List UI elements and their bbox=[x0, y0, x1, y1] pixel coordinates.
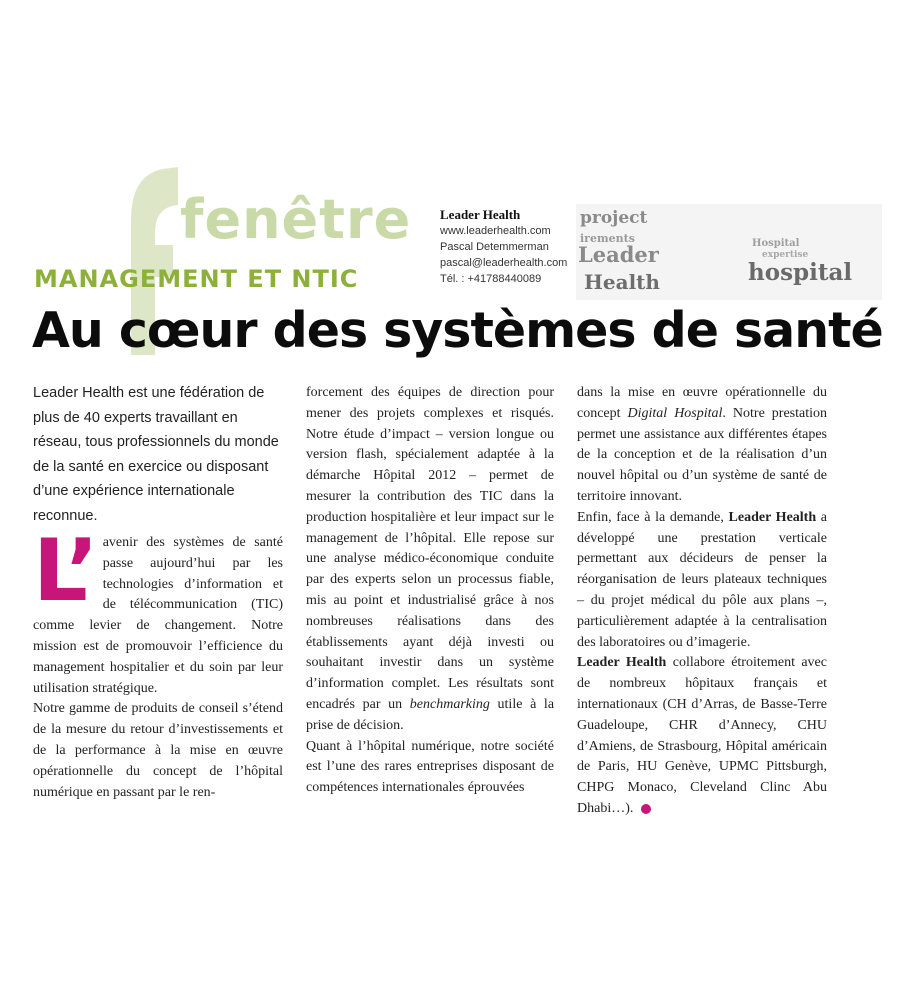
cloud-word: Leader bbox=[578, 242, 659, 267]
contact-org: Leader Health bbox=[440, 207, 521, 222]
cloud-word: hospital bbox=[748, 259, 853, 286]
paragraph bbox=[577, 383, 827, 508]
paragraph bbox=[577, 653, 827, 819]
cloud-word: irements bbox=[580, 232, 635, 245]
contact-email: pascal@leaderhealth.com bbox=[440, 257, 568, 269]
emphasis: benchmarking bbox=[409, 696, 490, 712]
cloud-word: expertise bbox=[762, 250, 809, 260]
contact-block bbox=[440, 207, 567, 287]
paragraph: Notre gamme de produits de conseil s’étend de la mesure du retour d’investissements et de la performance à la mise en œuvre opérationnelle du concept de l’hôpital numérique en passant par le ren- bbox=[33, 701, 283, 800]
drop-cap: L’ bbox=[33, 521, 97, 621]
paragraph bbox=[577, 508, 827, 654]
cloud-word: project bbox=[580, 208, 648, 228]
watermark-word: fenêtre bbox=[180, 188, 412, 251]
paragraph bbox=[306, 383, 554, 737]
paragraph: Quant à l’hôpital numérique, notre société est l’une des rares entreprises disposant de compétences internationales éprouvées bbox=[306, 738, 554, 796]
paragraph-text: collabore étroitement avec de nombreux hôpitaux français et internationaux (CH d’Arras, de Basse-Terre Guadeloupe, CHR d’Annecy, CHU d’Amiens, de Strasbourg, Hôpital américain de Paris, HU Genève, UPMC Pittsburgh, CHPG Monaco, Cleveland Clinc Abu Dhabi…). bbox=[577, 655, 827, 816]
contact-phone: Tél. : +41788440089 bbox=[440, 273, 542, 285]
paragraph bbox=[33, 521, 283, 699]
column-3 bbox=[577, 383, 827, 820]
emphasis: Digital Hospital bbox=[627, 405, 723, 421]
contact-person: Pascal Detemmerman bbox=[440, 241, 549, 253]
contact-website: www.leaderhealth.com bbox=[440, 225, 551, 237]
paragraph-text: a développé une prestation verticale permettant aux décideurs de penser la réorganisation de leurs plateaux techniques – du projet médical du pôle aux plans –, particulièrement adaptée à la centralisation des laboratoires ou d’imagerie. bbox=[577, 509, 827, 650]
org-name: Leader Health bbox=[577, 655, 667, 671]
org-name: Leader Health bbox=[728, 509, 817, 525]
cloud-word: Health bbox=[584, 270, 660, 294]
page-title: Au cœur des systèmes de santé bbox=[32, 302, 883, 359]
column-1 bbox=[33, 521, 283, 803]
paragraph-text: dans la mise en œuvre opérationnelle du concept bbox=[577, 385, 827, 421]
intro-paragraph: Leader Health est une fédération de plus de 40 experts travaillant en réseau, tous professionnels du monde de la santé en exercice ou disposant d’une expérience internationale reconnue. bbox=[33, 385, 279, 524]
cloud-word: Hospital bbox=[752, 238, 800, 249]
end-of-article-dot-icon bbox=[641, 804, 651, 814]
column-2 bbox=[306, 383, 554, 799]
paragraph-text: Enfin, face à la demande, bbox=[577, 509, 724, 525]
section-label: MANAGEMENT ET NTIC bbox=[34, 265, 359, 293]
paragraph-text: . Notre prestation permet une assistance aux différentes étapes de la conception et de la réalisation d’un nouvel hôpital ou d’un système de santé de territoire innovant. bbox=[577, 405, 827, 504]
paragraph-text: avenir des systèmes de santé passe aujourd’hui par les technologies d’information et de télécommunication (TIC) comme levier de changement. Notre mission est de promouvoir l’efficience du management hospitalier et du soin par leur utilisation stratégique. bbox=[33, 535, 283, 696]
paragraph-text: utile à la prise de décision. bbox=[306, 696, 555, 733]
word-cloud-image bbox=[576, 204, 882, 300]
paragraph-text: forcement des équipes de direction pour mener des projets complexes et risqués. Notre étude d’impact – version longue ou version flash, spécialement adaptée à la démarche Hôpital 2012 – permet de mesurer la contribution des TIC dans la production hospitalière et leur impact sur le management de l’hôpital. Elle repose sur une analyse médico-économique conduite par des experts selon un processus fiable, mis au point et industrialisé grâce à nos nombreuses réalisations dans des établissements ayant déjà investi ou souhaitant investir dans un système d’information complet. Les résultats sont encadrés par un bbox=[306, 385, 554, 712]
